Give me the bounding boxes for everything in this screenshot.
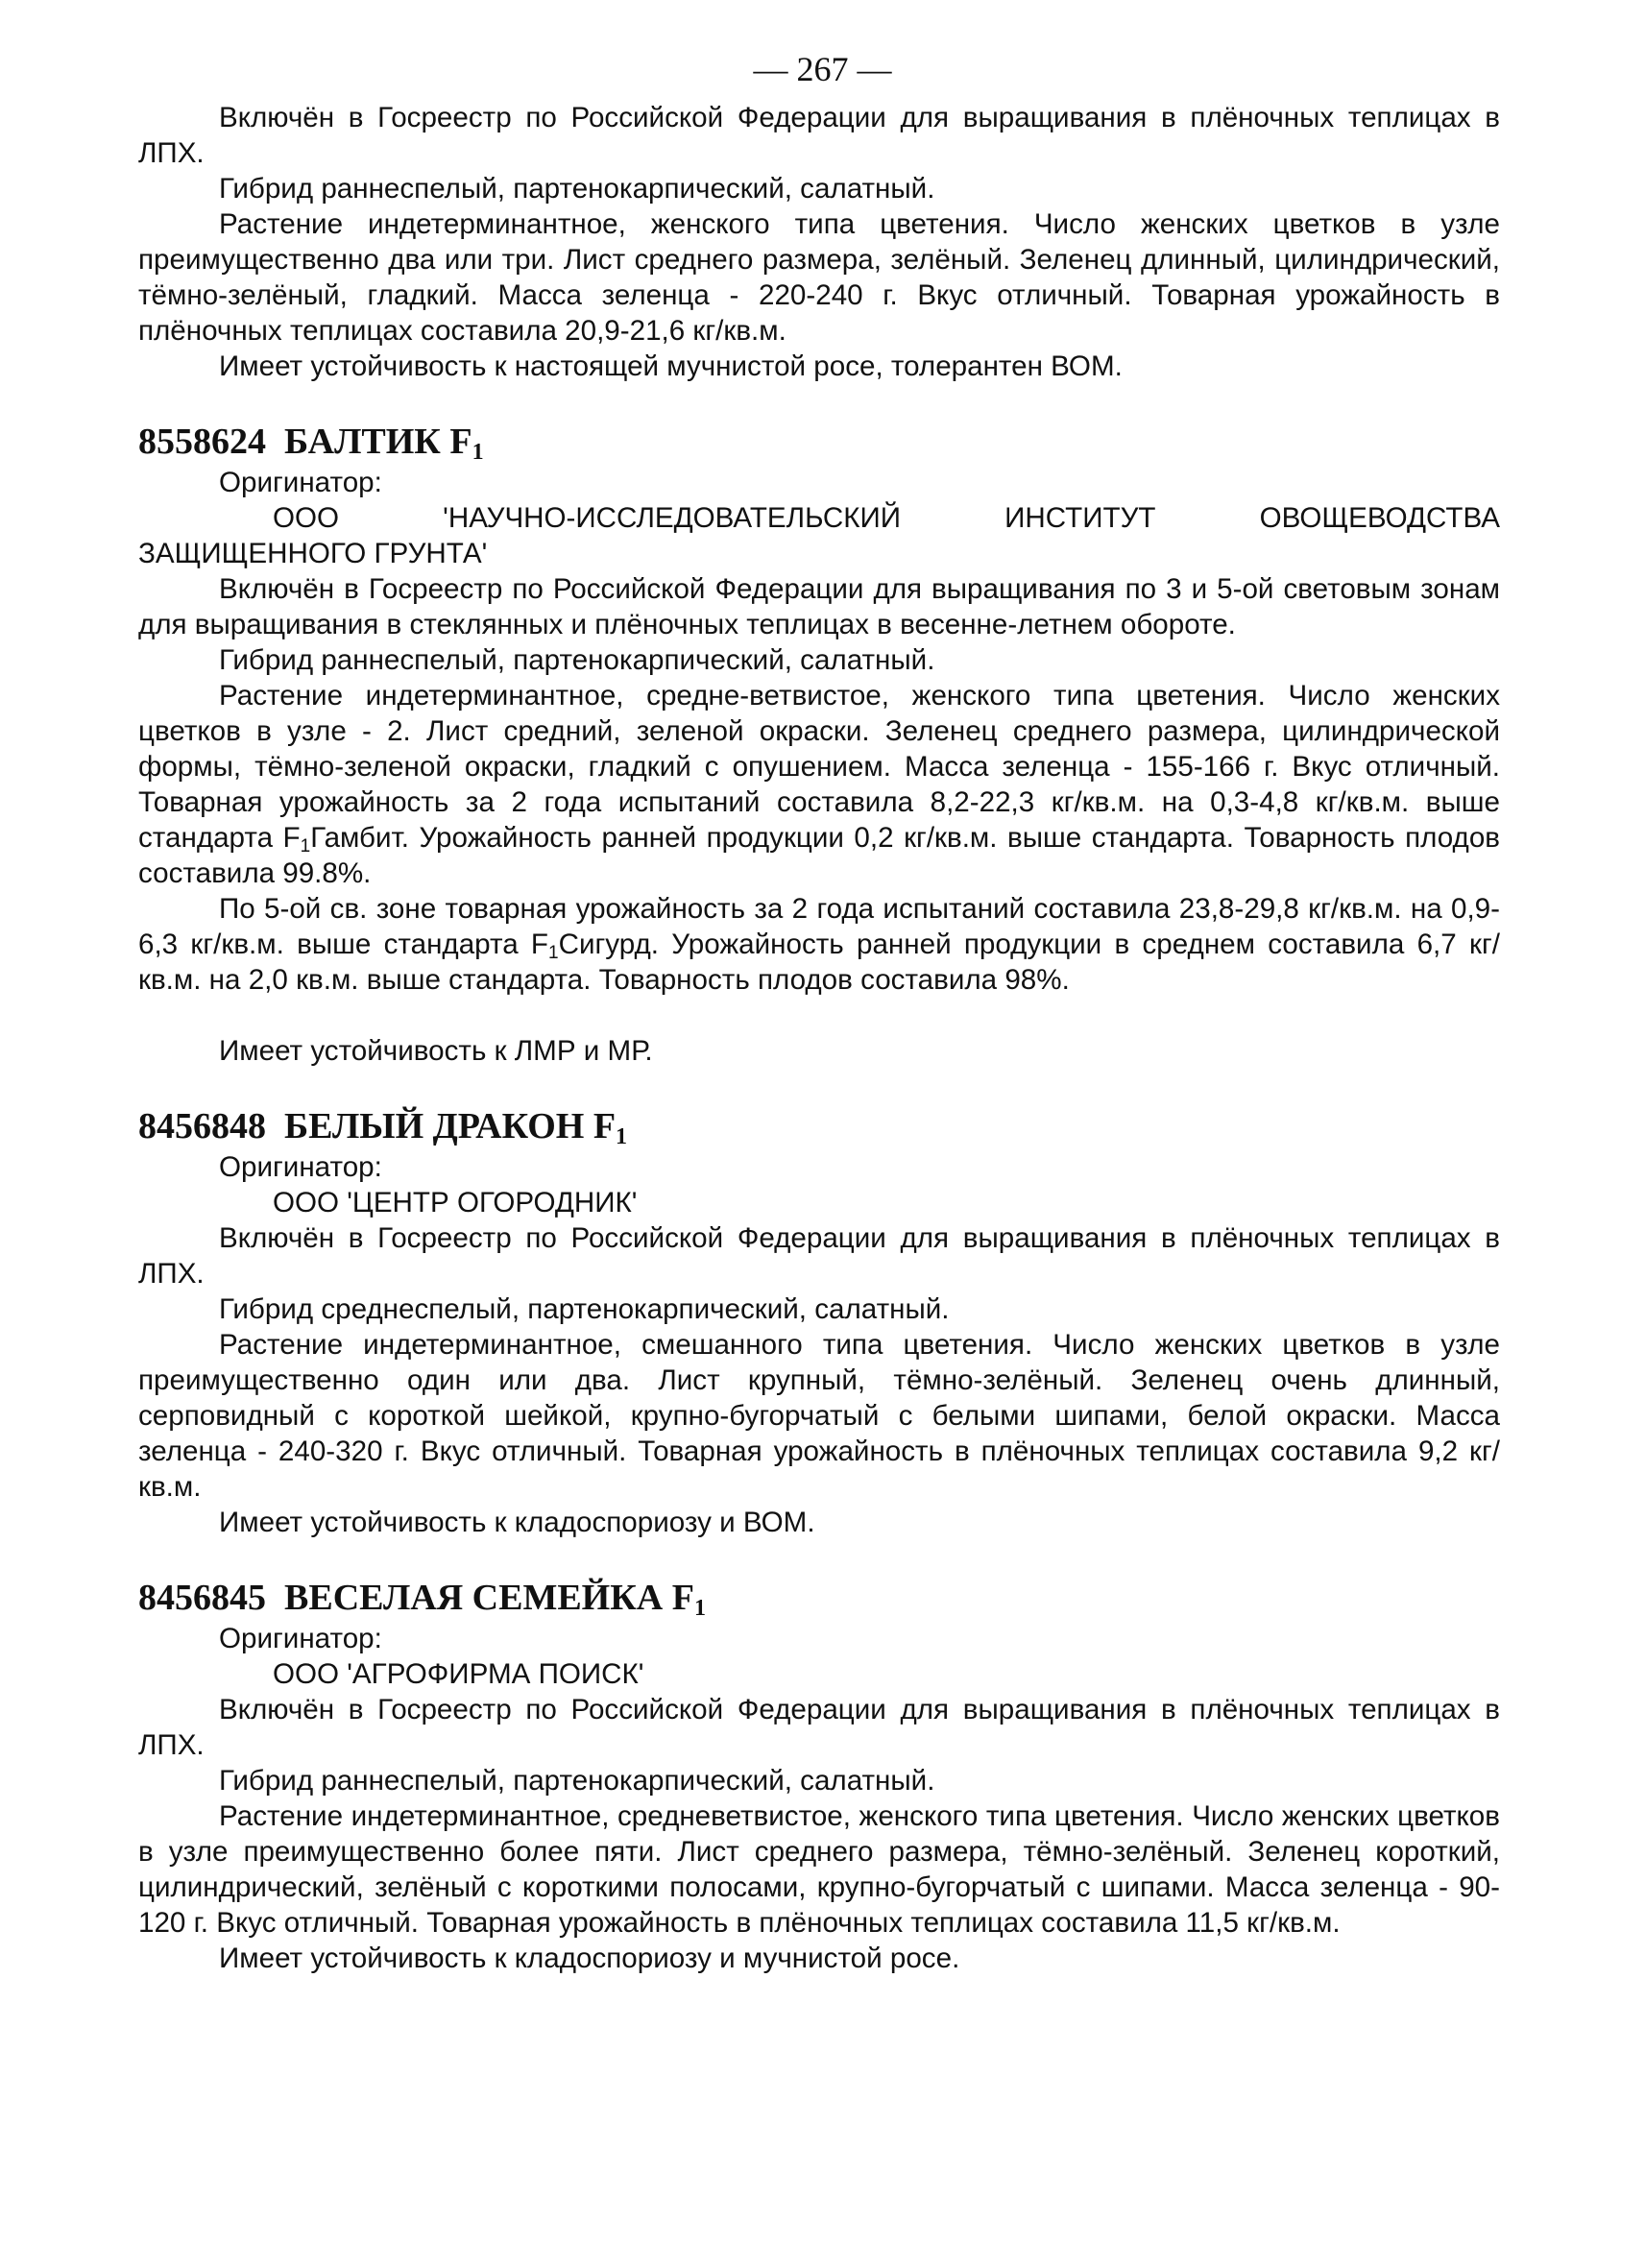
originator-label: Оригинатор: <box>219 467 382 498</box>
entry-heading <box>138 1103 1500 1149</box>
registry-paragraph: Включён в Госреестр по Российской Федерации для выращивания в плёночных теплицах в ЛПХ. <box>138 1222 1500 1290</box>
blank-line <box>138 998 1500 1033</box>
originator-name-line1: ООО 'НАУЧНО-ИССЛЕДОВАТЕЛЬСКИЙ ИНСТИТУТ ОВОЩЕВОДСТВА <box>273 502 1500 534</box>
entry-code: 8558624 <box>138 422 266 462</box>
resistance-paragraph: Имеет устойчивость к ЛМР и МР. <box>219 1035 653 1067</box>
resistance-paragraph: Имеет устойчивость к кладоспориозу и мучнистой росе. <box>219 1942 960 1974</box>
page-content <box>138 100 1500 1976</box>
originator-name-line2: ЗАЩИЩЕННОГО ГРУНТА' <box>138 538 488 569</box>
originator-label: Оригинатор: <box>219 1151 382 1183</box>
intro-registry-paragraph: Включён в Госреестр по Российской Федерации для выращивания в плёночных теплицах в ЛПХ. <box>138 102 1500 169</box>
entry-belyi-drakon <box>138 1103 1500 1540</box>
hybrid-paragraph: Гибрид раннеспелый, партенокарпический, салатный. <box>219 644 935 676</box>
entry-name: БАЛТИК F <box>284 422 472 462</box>
intro-description-paragraph: Растение индетерминантное, женского типа цветения. Число женских цветков в узле преимущественно два или три. Лист среднего размера, зелёный. Зеленец длинный, цилиндрический, тёмно-зелёный, гладкий. Масса зеленца - 220-240 г. Вкус отличный. Товарная урожайность в плёночных теплицах составила 20,9-21,6 кг/кв.м. <box>138 208 1500 347</box>
entry-heading <box>138 1575 1500 1621</box>
entry-name-subscript: 1 <box>616 1124 628 1149</box>
hybrid-paragraph: Гибрид раннеспелый, партенокарпический, салатный. <box>219 1765 935 1797</box>
entry-code: 8456848 <box>138 1106 266 1146</box>
hybrid-paragraph: Гибрид среднеспелый, партенокарпический, салатный. <box>219 1293 950 1325</box>
registry-paragraph: Включён в Госреестр по Российской Федерации для выращивания по 3 и 5-ой световым зонам для выращивания в стеклянных и плёночных теплицах в весенне-летнем обороте. <box>138 573 1500 640</box>
intro-section <box>138 100 1500 384</box>
entry-name: БЕЛЫЙ ДРАКОН F <box>284 1106 617 1146</box>
standard-subscript: 1 <box>548 943 559 963</box>
entry-baltik <box>138 419 1500 1069</box>
intro-resistance-paragraph: Имеет устойчивость к настоящей мучнистой росе, толерантен ВОМ. <box>219 350 1123 382</box>
originator-name: ООО 'ЦЕНТР ОГОРОДНИК' <box>273 1187 638 1218</box>
description-paragraph <box>138 678 1500 891</box>
resistance-paragraph: Имеет устойчивость к кладоспориозу и ВОМ. <box>219 1507 815 1538</box>
entry-heading <box>138 419 1500 465</box>
originator-label: Оригинатор: <box>219 1623 382 1654</box>
description-paragraph: Растение индетерминантное, смешанного типа цветения. Число женских цветков в узле преимущественно один или два. Лист крупный, тёмно-зелёный. Зеленец очень длинный, серповидный с короткой шейкой, крупно-бугорчатый с белыми шипами, белой окраски. Масса зеленца - 240-320 г. Вкус отличный. Товарная урожайность в плёночных теплицах составила 9,2 кг/кв.м. <box>138 1329 1500 1503</box>
registry-paragraph: Включён в Госреестр по Российской Федерации для выращивания в плёночных теплицах в ЛПХ. <box>138 1694 1500 1761</box>
page-number: — 267 — <box>753 50 892 88</box>
description-text-b: Гамбит. Урожайность ранней продукции 0,2 кг/кв.м. выше стандарта. Товарность плодов составила 99.8%. <box>138 822 1501 889</box>
originator-name: ООО 'АГРОФИРМА ПОИСК' <box>273 1658 644 1690</box>
zone5-text-b: Сигурд. Урожайность ранней продукции в среднем составила 6,7 кг/кв.м. на 2,0 кв.м. выше стандарта. Товарность плодов составила 98%. <box>138 929 1500 996</box>
intro-hybrid-paragraph: Гибрид раннеспелый, партенокарпический, салатный. <box>219 173 935 205</box>
entry-name-subscript: 1 <box>693 1596 706 1621</box>
entry-code: 8456845 <box>138 1578 266 1618</box>
entry-veselaya-semeika <box>138 1575 1500 1976</box>
entry-name-subscript: 1 <box>472 440 484 465</box>
zone5-text-a: По 5-ой св. зоне товарная урожайность за 2 года испытаний составила 23,8-29,8 кг/кв.м. на 0,9-6,3 кг/кв.м. выше стандарта F <box>138 893 1500 960</box>
standard-subscript: 1 <box>300 836 311 857</box>
description-text-a: Растение индетерминантное, средне-ветвистое, женского типа цветения. Число женских цветков в узле - 2. Лист средний, зеленой окраски. Зеленец среднего размера, цилиндрической формы, тёмно-зеленой окраски, гладкий с опушением. Масса зеленца - 155-166 г. Вкус отличный. Товарная урожайность за 2 года испытаний составила 8,2-22,3 кг/кв.м. на 0,3-4,8 кг/кв.м. выше стандарта F <box>138 680 1500 854</box>
entry-name: ВЕСЕЛАЯ СЕМЕЙКА F <box>284 1578 694 1618</box>
zone5-paragraph <box>138 891 1500 998</box>
description-paragraph: Растение индетерминантное, средневетвистое, женского типа цветения. Число женских цветков в узле преимущественно более пяти. Лист среднего размера, тёмно-зелёный. Зеленец короткий, цилиндрический, зелёный с короткими полосами, крупно-бугорчатый с шипами. Масса зеленца - 90-120 г. Вкус отличный. Товарная урожайность в плёночных теплицах составила 11,5 кг/кв.м. <box>138 1800 1500 1939</box>
